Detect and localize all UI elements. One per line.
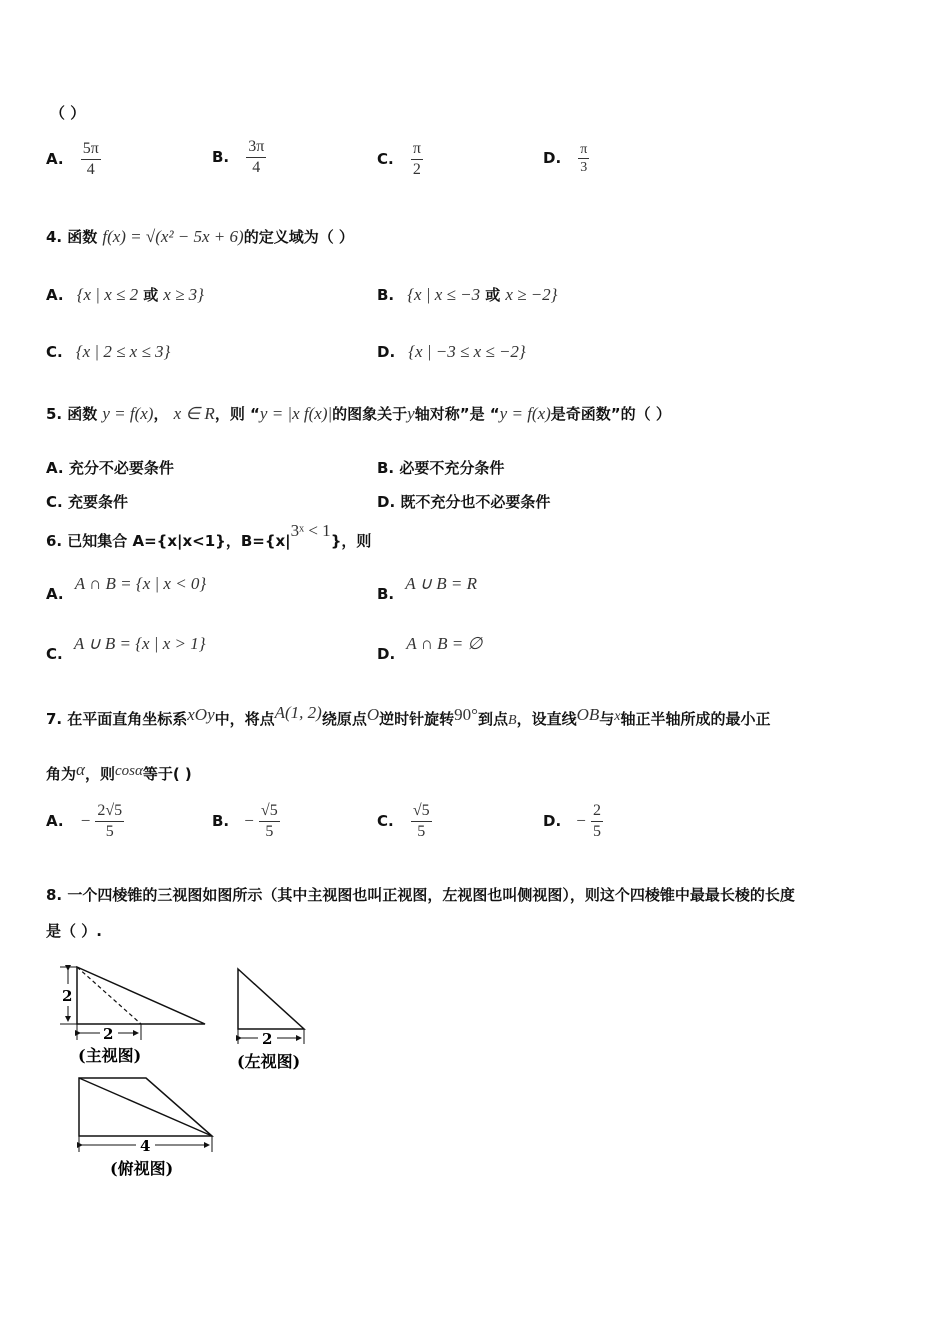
q4-stem bbox=[46, 226, 354, 247]
question-number: 8. bbox=[46, 886, 63, 904]
denominator: 4 bbox=[86, 161, 95, 178]
option-math: {x | −3 ≤ x ≤ −2} bbox=[408, 342, 526, 361]
front-height-label: 2 bbox=[62, 987, 73, 1005]
option-math: x ≥ −2} bbox=[505, 285, 558, 304]
q3-option-a[interactable] bbox=[46, 140, 101, 179]
option-letter: A. bbox=[46, 585, 64, 603]
q4-option-b[interactable] bbox=[377, 284, 557, 305]
q5-option-b[interactable] bbox=[377, 457, 504, 478]
top-view-diagonal bbox=[79, 1078, 212, 1136]
stem-text: 已知集合 A={x|x<1}，B={x| bbox=[67, 532, 291, 550]
top-view-caption: (俯视图) bbox=[110, 1159, 174, 1178]
q7-option-d[interactable] bbox=[543, 802, 603, 841]
option-letter: A. bbox=[46, 812, 64, 830]
side-view bbox=[237, 969, 304, 1071]
stem-text: ，设直线 bbox=[516, 710, 577, 728]
option-letter: C. bbox=[46, 645, 63, 663]
stem-text: 等于( ) bbox=[142, 765, 192, 783]
option-letter: B. bbox=[377, 459, 395, 477]
side-view-triangle bbox=[238, 969, 304, 1029]
front-width-label: 2 bbox=[103, 1025, 114, 1043]
front-view-caption: (主视图) bbox=[78, 1046, 142, 1065]
q6-option-d[interactable] bbox=[377, 634, 483, 664]
formula: x bbox=[614, 709, 621, 724]
denominator: 5 bbox=[105, 823, 114, 840]
q4-option-a[interactable] bbox=[46, 284, 204, 305]
q5-option-a[interactable] bbox=[46, 457, 174, 478]
option-or: 或 bbox=[485, 286, 501, 304]
option-letter: A. bbox=[46, 150, 64, 168]
stem-text: 在平面直角坐标系 bbox=[67, 710, 188, 728]
top-width-label: 4 bbox=[140, 1137, 151, 1155]
denominator: 5 bbox=[265, 823, 274, 840]
stem-text: ， bbox=[153, 405, 169, 423]
fraction bbox=[246, 138, 266, 177]
denominator: 5 bbox=[592, 823, 601, 840]
q7-stem-line1 bbox=[46, 703, 771, 729]
q8-stem-line1 bbox=[46, 884, 795, 905]
fraction bbox=[95, 802, 124, 841]
option-math: {x | 2 ≤ x ≤ 3} bbox=[75, 342, 171, 361]
numerator: 2 bbox=[592, 802, 601, 819]
question-number: 7. bbox=[46, 710, 63, 728]
numerator: 2√5 bbox=[97, 802, 123, 819]
stem-text: 函数 bbox=[67, 228, 98, 246]
q4-option-d[interactable] bbox=[377, 342, 526, 362]
stem-text: 一个四棱锥的三视图如图所示（其中主视图也叫正视图，左视图也叫侧视图），则这个四棱锥中最最长棱的长度 bbox=[67, 886, 795, 904]
formula: f(x) = √(x² − 5x + 6) bbox=[102, 227, 244, 246]
front-view bbox=[60, 967, 205, 1065]
option-letter: B. bbox=[377, 286, 395, 304]
option-letter: D. bbox=[377, 493, 396, 511]
numerator: π bbox=[412, 140, 421, 157]
q3-option-b[interactable] bbox=[212, 138, 266, 177]
question-number: 6. bbox=[46, 532, 63, 550]
q6-option-c[interactable] bbox=[46, 634, 206, 664]
fraction bbox=[591, 802, 603, 841]
three-view-figure bbox=[50, 960, 330, 1190]
stem-text: }，则 bbox=[330, 532, 372, 550]
option-text: 必要不充分条件 bbox=[399, 459, 505, 477]
option-text: 充分不必要条件 bbox=[68, 459, 174, 477]
formula: y bbox=[407, 404, 415, 423]
option-sign: − bbox=[576, 811, 586, 830]
option-letter: C. bbox=[377, 150, 394, 168]
stem-text: 角为 bbox=[46, 765, 77, 783]
formula: α bbox=[76, 760, 85, 779]
q3-option-c[interactable] bbox=[377, 140, 423, 179]
top-view bbox=[79, 1078, 212, 1178]
stem-text: 轴正半轴所成的最小正 bbox=[620, 710, 771, 728]
numerator: √5 bbox=[260, 802, 278, 819]
q5-stem bbox=[46, 403, 671, 424]
q3-option-d[interactable] bbox=[543, 142, 589, 175]
numerator: 5π bbox=[82, 140, 99, 157]
stem-text: 是奇函数”的（ ） bbox=[550, 405, 671, 423]
fraction bbox=[81, 140, 101, 179]
q3-answer-paren: （ ） bbox=[50, 104, 86, 122]
option-letter: D. bbox=[377, 645, 396, 663]
q6-option-b[interactable] bbox=[377, 574, 477, 604]
q6-option-a[interactable] bbox=[46, 574, 207, 604]
q7-option-b[interactable] bbox=[212, 802, 280, 841]
option-math: A ∪ B = R bbox=[405, 574, 477, 593]
option-math: A ∪ B = {x | x > 1} bbox=[73, 634, 206, 653]
fraction bbox=[411, 140, 423, 179]
option-math: A ∩ B = {x | x < 0} bbox=[74, 574, 207, 593]
stem-text: 绕原点 bbox=[321, 710, 367, 728]
side-view-caption: (左视图) bbox=[237, 1052, 301, 1071]
fraction bbox=[411, 802, 432, 841]
option-letter: C. bbox=[377, 812, 394, 830]
option-letter: D. bbox=[543, 149, 562, 167]
denominator: 4 bbox=[252, 159, 261, 176]
option-math: x ≥ 3} bbox=[163, 285, 204, 304]
formula: 3ˣ < 1 bbox=[290, 521, 331, 540]
q4-option-c[interactable] bbox=[46, 342, 170, 362]
numerator: √5 bbox=[412, 802, 430, 819]
q7-stem-line2 bbox=[46, 760, 192, 784]
option-math: A ∩ B = ∅ bbox=[406, 634, 483, 653]
numerator: π bbox=[580, 142, 588, 157]
stem-text: 轴对称”是 “ bbox=[414, 405, 500, 423]
option-text: 充要条件 bbox=[67, 493, 128, 511]
fraction bbox=[578, 142, 589, 175]
formula: 90° bbox=[454, 705, 478, 724]
formula: B bbox=[508, 713, 517, 728]
fraction bbox=[259, 802, 280, 841]
option-math: {x | x ≤ −3 bbox=[407, 285, 481, 304]
stem-text: ，则 “ bbox=[214, 405, 260, 423]
option-or: 或 bbox=[143, 286, 159, 304]
option-letter: B. bbox=[212, 812, 230, 830]
denominator: 5 bbox=[417, 823, 426, 840]
question-number: 4. bbox=[46, 228, 63, 246]
formula: O bbox=[366, 705, 380, 724]
q5-option-d[interactable] bbox=[377, 491, 550, 512]
denominator: 2 bbox=[412, 161, 421, 178]
stem-text: ，则 bbox=[84, 765, 115, 783]
formula: x ∈ R bbox=[173, 404, 215, 423]
stem-text: 到点 bbox=[477, 710, 508, 728]
stem-text: 函数 bbox=[67, 405, 98, 423]
q8-stem-line2: 是（ ）. bbox=[46, 922, 102, 940]
denominator: 3 bbox=[580, 160, 588, 175]
q5-option-c[interactable] bbox=[46, 491, 128, 512]
stem-text: 中，将点 bbox=[214, 710, 275, 728]
formula: y = f(x) bbox=[499, 404, 551, 423]
option-letter: B. bbox=[377, 585, 395, 603]
stem-text: 逆时针旋转 bbox=[379, 710, 455, 728]
formula: y = |x f(x)| bbox=[259, 404, 333, 423]
front-view-triangle bbox=[77, 967, 205, 1024]
front-view-hidden-edge bbox=[77, 967, 141, 1024]
stem-text: 的图象关于 bbox=[332, 405, 408, 423]
option-sign: − bbox=[80, 811, 91, 830]
option-letter: B. bbox=[212, 148, 230, 166]
numerator: 3π bbox=[248, 138, 265, 155]
option-text: 既不充分也不必要条件 bbox=[400, 493, 551, 511]
q7-option-a[interactable] bbox=[46, 802, 124, 841]
stem-text: 与 bbox=[599, 710, 615, 728]
question-number: 5. bbox=[46, 405, 63, 423]
option-letter: A. bbox=[46, 459, 64, 477]
option-letter: D. bbox=[543, 812, 562, 830]
q6-stem bbox=[46, 521, 372, 551]
formula: xOy bbox=[187, 705, 215, 724]
formula: y = f(x) bbox=[102, 404, 154, 423]
option-sign: − bbox=[244, 811, 254, 830]
formula: A(1, 2) bbox=[274, 703, 322, 722]
side-width-label: 2 bbox=[262, 1030, 273, 1048]
stem-text: 的定义域为（ ） bbox=[243, 228, 354, 246]
option-letter: C. bbox=[46, 343, 63, 361]
formula: OB bbox=[576, 705, 600, 724]
option-math: {x | x ≤ 2 bbox=[76, 285, 139, 304]
formula: cosα bbox=[114, 763, 143, 779]
q7-option-c[interactable] bbox=[377, 802, 432, 841]
option-letter: C. bbox=[46, 493, 63, 511]
option-letter: A. bbox=[46, 286, 64, 304]
option-letter: D. bbox=[377, 343, 396, 361]
